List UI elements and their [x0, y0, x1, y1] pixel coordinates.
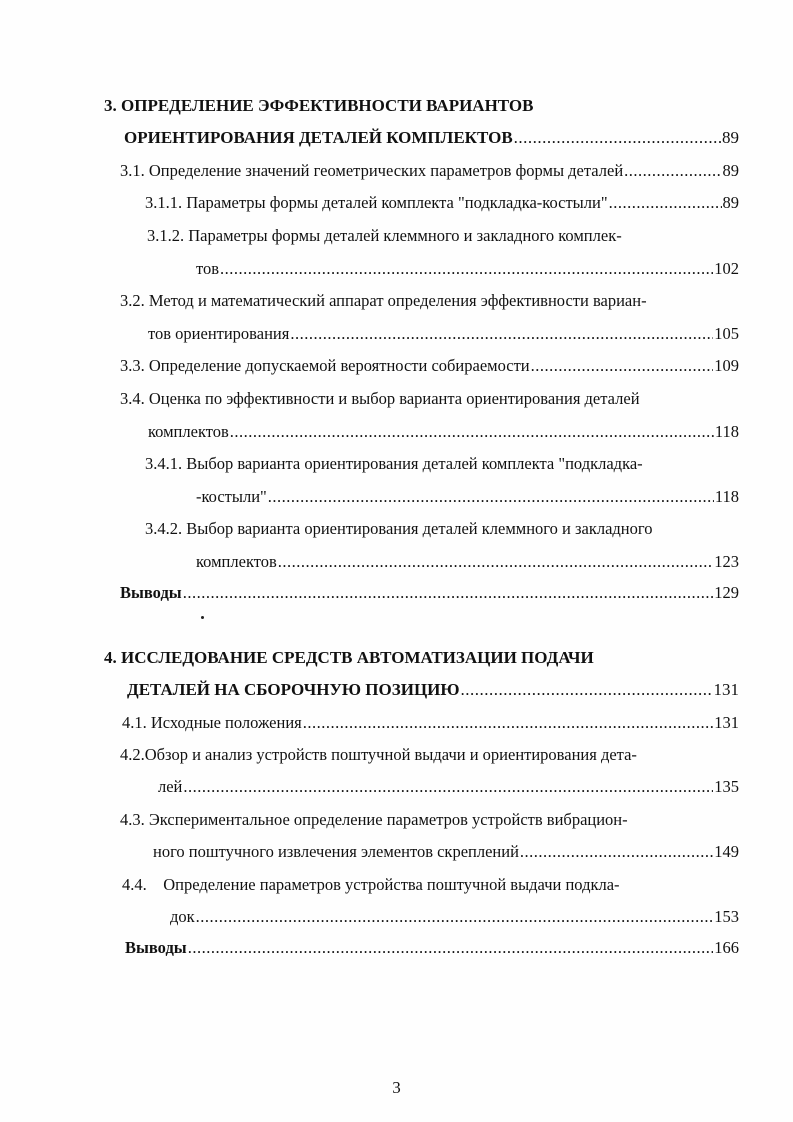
toc-chapter3-title-line1 — [104, 94, 533, 118]
dot-leader — [303, 711, 714, 735]
toc-entry-3-4-line1[interactable] — [120, 387, 640, 411]
entry-text: лей — [158, 777, 183, 796]
dot-leader — [230, 420, 714, 444]
page-ref: 135 — [714, 777, 739, 796]
entry-text: 4.3. Экспериментальное определение параметров устройств вибрацион- — [120, 810, 628, 829]
toc-chapter3-title-line2[interactable] — [124, 126, 739, 150]
dot-leader — [514, 126, 721, 150]
toc-entry-3-4-2-line2[interactable] — [196, 550, 739, 574]
toc-entry-3-1-2-line1[interactable] — [147, 224, 622, 248]
chapter-title: ОРИЕНТИРОВАНИЯ ДЕТАЛЕЙ КОМПЛЕКТОВ — [124, 128, 513, 147]
page-ref: 153 — [714, 907, 739, 926]
dot-leader — [183, 581, 714, 605]
entry-text: 4.1. Исходные положения — [122, 713, 302, 732]
page-ref: 129 — [714, 583, 739, 602]
page-ref: 89 — [722, 193, 739, 212]
dot-leader — [461, 678, 713, 702]
toc-entry-3-1[interactable] — [120, 159, 739, 183]
entry-text: 3.4.1. Выбор варианта ориентирования деталей комплекта "подкладка- — [145, 454, 643, 473]
entry-text: 3.4. Оценка по эффективности и выбор варианта ориентирования деталей — [120, 389, 640, 408]
toc-entry-4-4-line2[interactable] — [170, 905, 739, 929]
entry-text: 4.4. Определение параметров устройства поштучной выдачи подкла- — [122, 875, 620, 894]
entry-text: 4.2.Обзор и анализ устройств поштучной выдачи и ориентирования дета- — [120, 745, 637, 764]
toc-entry-3-2-line2[interactable] — [148, 322, 739, 346]
toc-entry-4-4-line1[interactable] — [122, 873, 620, 897]
page-number: 3 — [392, 1078, 401, 1097]
toc-entry-4-3-line1[interactable] — [120, 808, 628, 832]
entry-text: Выводы — [120, 583, 182, 602]
entry-text: 3.1. Определение значений геометрических параметров формы деталей — [120, 161, 624, 180]
dot-leader — [268, 485, 714, 509]
entry-text: Выводы — [125, 938, 187, 957]
dot-leader — [290, 322, 713, 346]
entry-text: тов — [196, 259, 220, 278]
dot-leader — [196, 905, 714, 929]
page-ref: 105 — [714, 324, 739, 343]
page-ref: 131 — [714, 713, 739, 732]
dot-leader — [531, 354, 714, 378]
page-ref: 118 — [714, 487, 739, 506]
entry-text: ного поштучного извлечения элементов скреплений — [153, 842, 519, 861]
toc-entry-4-2-line2[interactable] — [158, 775, 739, 799]
dot-leader — [183, 775, 713, 799]
entry-text: -костыли" — [196, 487, 267, 506]
toc-chapter4-title-line1 — [104, 646, 594, 670]
chapter-title: ДЕТАЛЕЙ НА СБОРОЧНУЮ ПОЗИЦИЮ — [127, 680, 460, 699]
dot-leader — [520, 840, 713, 864]
toc-entry-4-1[interactable] — [122, 711, 739, 735]
page-ref: 109 — [714, 356, 739, 375]
page-ref: 102 — [714, 259, 739, 278]
toc-chapter4-conclusions[interactable] — [125, 936, 739, 960]
page-ref: 123 — [714, 552, 739, 571]
entry-text: 3.4.2. Выбор варианта ориентирования деталей клеммного и закладного — [145, 519, 653, 538]
page-ref: 118 — [714, 422, 739, 441]
entry-text: 3.3. Определение допускаемой вероятности собираемости — [120, 356, 530, 375]
dot-leader — [220, 257, 713, 281]
toc-entry-3-4-1-line1[interactable] — [145, 452, 643, 476]
toc-entry-3-1-2-line2[interactable] — [196, 257, 739, 281]
page-ref: 166 — [714, 938, 739, 957]
entry-text: 3.1.1. Параметры формы деталей комплекта "подкладка-костыли" — [145, 193, 608, 212]
toc-entry-3-3[interactable] — [120, 354, 739, 378]
toc-entry-3-4-2-line1[interactable] — [145, 517, 652, 541]
entry-text: 3.2. Метод и математический аппарат определения эффективности вариан- — [120, 291, 647, 310]
scan-speck — [201, 616, 204, 619]
toc-entry-3-4-line2[interactable] — [148, 420, 739, 444]
dot-leader — [624, 159, 721, 183]
page-ref: 89 — [722, 161, 739, 180]
toc-entry-4-3-line2[interactable] — [153, 840, 739, 864]
toc-chapter4-title-line2[interactable] — [127, 678, 739, 702]
entry-text: комплектов — [148, 422, 229, 441]
toc-entry-3-1-1[interactable] — [145, 191, 739, 215]
dot-leader — [278, 550, 713, 574]
page-ref: 149 — [714, 842, 739, 861]
entry-text: комплектов — [196, 552, 277, 571]
toc-entry-3-4-1-line2[interactable] — [196, 485, 739, 509]
page-ref: 131 — [713, 680, 739, 699]
chapter-title: 3. ОПРЕДЕЛЕНИЕ ЭФФЕКТИВНОСТИ ВАРИАНТОВ — [104, 96, 534, 115]
dot-leader — [609, 191, 722, 215]
toc-chapter3-conclusions[interactable] — [120, 581, 739, 605]
entry-text: тов ориентирования — [148, 324, 290, 343]
entry-text: док — [170, 907, 195, 926]
dot-leader — [188, 936, 714, 960]
toc-entry-3-2-line1[interactable] — [120, 289, 647, 313]
chapter-title: 4. ИССЛЕДОВАНИЕ СРЕДСТВ АВТОМАТИЗАЦИИ ПОДАЧИ — [104, 648, 594, 667]
entry-text: 3.1.2. Параметры формы деталей клеммного и закладного комплек- — [147, 226, 622, 245]
toc-entry-4-2-line1[interactable] — [120, 743, 637, 767]
page-ref: 89 — [722, 128, 739, 147]
